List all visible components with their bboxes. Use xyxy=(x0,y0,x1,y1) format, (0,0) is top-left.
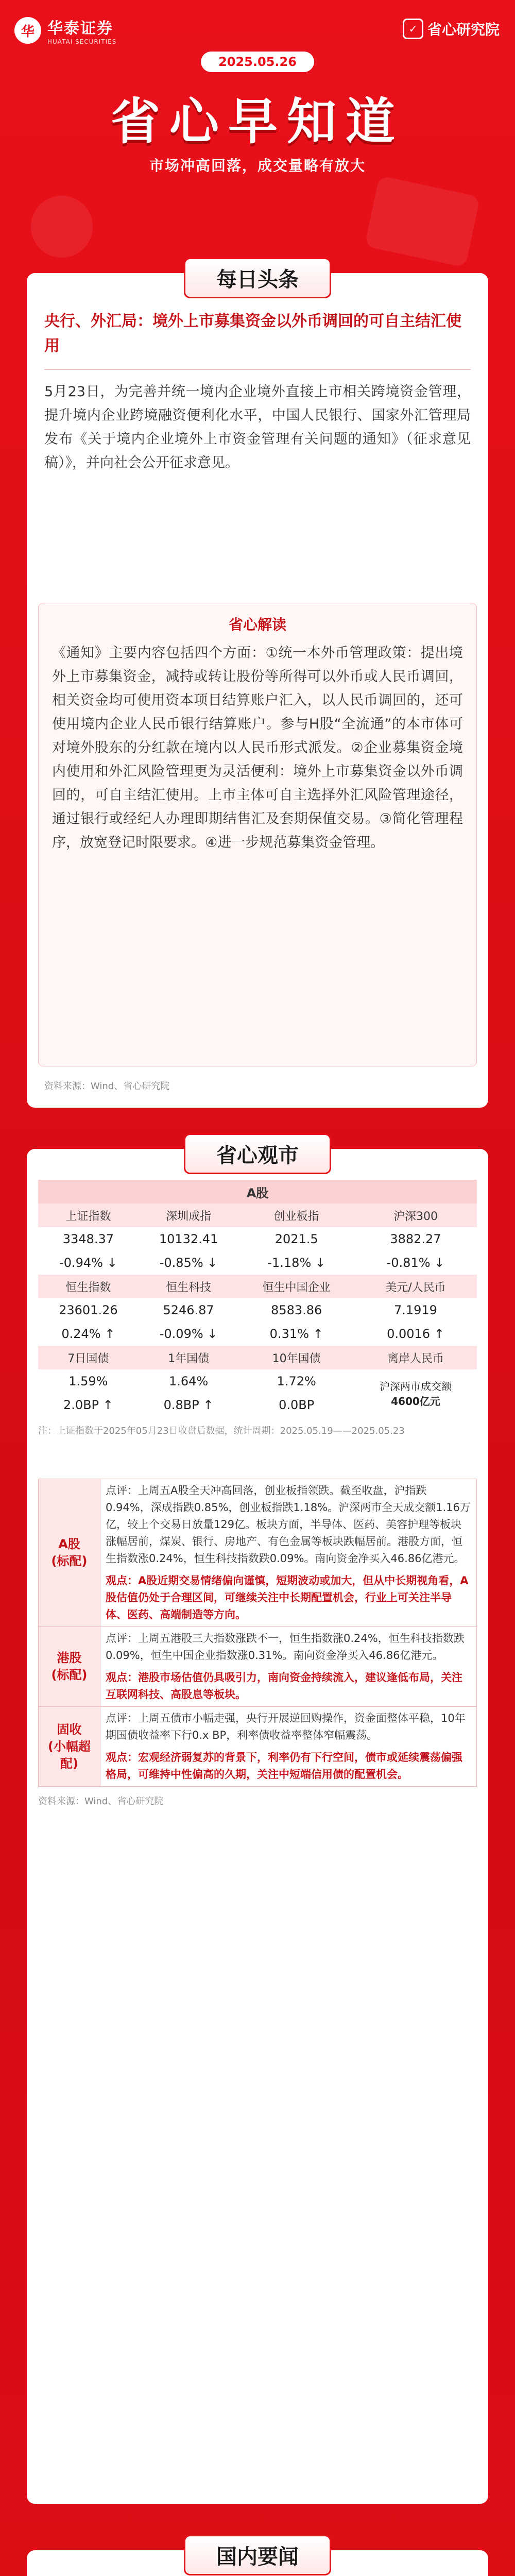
market-value: 1.59% xyxy=(68,1374,108,1388)
market-change: 0.0016 ↑ xyxy=(387,1327,444,1341)
market-header: 上证指数 xyxy=(38,1204,139,1227)
headline-body: 5月23日，为完善并统一境内企业境外直接上市相关跨境资金管理，提升境内企业跨境融资便利化水平，中国人民银行、国家外汇管理局发布《关于境内企业境外上市资金管理有关问题的通知》（征求意见稿）》，并向社会公开征求意见。 xyxy=(44,384,471,471)
institute-logo-icon: ✓ xyxy=(403,19,423,39)
market-change: -0.85% ↓ xyxy=(159,1256,218,1270)
turnover-value: 4600亿元 xyxy=(391,1395,440,1408)
arrow-down-icon: ↓ xyxy=(315,1256,325,1270)
market-header: 美元/人民币 xyxy=(354,1275,477,1298)
market-change: 0.0BP xyxy=(279,1398,315,1412)
huatai-logo-icon: 华 xyxy=(14,17,41,44)
market-header: 沪深300 xyxy=(354,1204,477,1227)
sector-label-a: A股 (标配) xyxy=(39,1479,100,1627)
arrow-up-icon: ↑ xyxy=(105,1327,115,1341)
arrow-up-icon: ↑ xyxy=(313,1327,323,1341)
date-badge: 2025.05.26 xyxy=(201,52,314,72)
sector-cell xyxy=(100,1627,477,1707)
page-subtitle: 市场冲高回落，成交量略有放大 xyxy=(149,157,366,174)
market-change: -0.94% ↓ xyxy=(59,1256,117,1270)
market-group-a: A股 xyxy=(38,1180,477,1204)
brand-en: HUATAI SECURITIES xyxy=(47,38,117,45)
market-change: 0.8BP ↑ xyxy=(163,1398,214,1412)
market-change: -1.18% ↓ xyxy=(267,1256,325,1270)
analysis-label: 省心解读 xyxy=(228,616,286,633)
divider xyxy=(44,369,471,370)
sector-label-bond: 固收 (小幅超配) xyxy=(39,1707,100,1787)
market-header: 深圳成指 xyxy=(139,1204,239,1227)
turnover-cell xyxy=(354,1369,477,1417)
sector-source: 资料来源：Wind、省心研究院 xyxy=(38,1796,164,1807)
market-value: 3882.27 xyxy=(390,1232,441,1246)
market-header: 创业板指 xyxy=(238,1204,354,1227)
market-change: 2.0BP ↑ xyxy=(63,1398,113,1412)
sector-view: 观点：A股近期交易情绪偏向谨慎，短期波动或加大，但从中长期视角看，A股估值仍处于合理区间，可继续关注中长期配置机会，行业上可关注半导体、医药、高端制造等方向。 xyxy=(106,1574,469,1621)
section-title-headline: 每日头条 xyxy=(184,258,331,298)
market-card xyxy=(27,1144,488,2504)
turnover-label: 沪深两市成交额 xyxy=(379,1380,452,1393)
analysis-box xyxy=(38,603,477,1066)
analysis-body: 《通知》主要内容包括四个方面：①统一本外币管理政策：提出境外上市募集资金，减持或转让股份等所得可以外币或人民币调回，相关资金均可使用资本项目结算账户汇入，以人民币调回的，还可使用境内企业人民币银行结算账户。参与H股“全流通”的本市体可对境外股东的分红款在境内以人民币形式派发。②企业募集资金境内使用和外汇风险管理更为灵活便利：境外上市募集资金以外币调回的，可自主结汇使用。上市主体可自主选择外汇风险管理途径，通过银行或经纪人办理即期结售汇及套期保值交易。③简化管理程序，放宽登记时限要求。④进一步规范募集资金管理。 xyxy=(52,645,463,851)
market-value: 2021.5 xyxy=(274,1232,318,1246)
market-value: 1.72% xyxy=(277,1374,316,1388)
institute-logo[interactable] xyxy=(403,19,500,39)
headline-card xyxy=(27,268,488,1108)
section-title-domestic: 国内要闻 xyxy=(184,2535,331,2575)
market-value: 3348.37 xyxy=(62,1232,114,1246)
market-header: 恒生科技 xyxy=(139,1275,239,1298)
arrow-down-icon: ↓ xyxy=(207,1256,218,1270)
market-value: 1.64% xyxy=(168,1374,209,1388)
headline-source: 资料来源：Wind、省心研究院 xyxy=(44,1081,170,1092)
market-change: 0.31% ↑ xyxy=(269,1327,323,1341)
sector-view: 观点：港股市场估值仍具吸引力，南向资金持续流入，建议逢低布局，关注互联网科技、高股息等板块。 xyxy=(106,1671,462,1701)
sector-cell xyxy=(100,1479,477,1627)
market-header: 恒生指数 xyxy=(38,1275,139,1298)
brand-logo[interactable] xyxy=(14,15,116,45)
brand-name: 华泰证券 xyxy=(47,20,113,38)
arrow-up-icon: ↑ xyxy=(434,1327,444,1341)
domestic-card xyxy=(27,2545,488,2576)
sector-cell xyxy=(100,1707,477,1787)
market-header: 离岸人民币 xyxy=(354,1346,477,1369)
institute-name: 省心研究院 xyxy=(427,21,500,38)
page-title: 省心早知道 xyxy=(111,93,404,150)
sector-comment: 点评：上周五债市小幅走强，央行开展逆回购操作，资金面整体平稳，10年期国债收益率下行0.x BP，利率债收益率整体窄幅震荡。 xyxy=(106,1712,466,1741)
market-change: 0.24% ↑ xyxy=(61,1327,115,1341)
market-change: -0.09% ↓ xyxy=(159,1327,218,1341)
header xyxy=(0,0,515,265)
sector-view: 观点：宏观经济弱复苏的背景下，利率仍有下行空间，债市或延续震荡偏强格局，可维持中性偏高的久期，关注中短端信用债的配置机会。 xyxy=(106,1751,462,1781)
market-header: 恒生中国企业 xyxy=(238,1275,354,1298)
market-note: 注：上证指数于2025年05月23日收盘后数据，统计周期：2025.05.19——2025.05.23 xyxy=(38,1426,405,1436)
arrow-up-icon: ↑ xyxy=(203,1398,214,1412)
arrow-down-icon: ↓ xyxy=(434,1256,445,1270)
market-value: 7.1919 xyxy=(393,1303,437,1317)
headline-title: 央行、外汇局：境外上市募集资金以外币调回的可自主结汇使用 xyxy=(44,312,461,355)
market-header: 1年国债 xyxy=(139,1346,239,1369)
decor-card xyxy=(365,176,480,268)
arrow-down-icon: ↓ xyxy=(107,1256,117,1270)
decor-circle xyxy=(31,196,93,258)
market-value: 5246.87 xyxy=(163,1303,214,1317)
market-value: 23601.26 xyxy=(59,1303,118,1317)
arrow-down-icon: ↓ xyxy=(207,1327,218,1341)
section-title-market: 省心观市 xyxy=(184,1133,331,1174)
sector-comment: 点评：上周五港股三大指数涨跌不一，恒生指数涨0.24%，恒生科技指数跌0.09%，恒生中国企业指数涨0.31%。南向资金净买入46.86亿港元。 xyxy=(106,1632,465,1662)
market-value: 8583.86 xyxy=(271,1303,322,1317)
sector-comment: 点评：上周五A股全天冲高回落，创业板指领跌。截至收盘，沪指跌0.94%，深成指跌0.85%，创业板指跌1.18%。沪深两市全天成交额1.16万亿，较上个交易日放量129亿。板块方面，半导体、医药、美容护理等板块涨幅居前，煤炭、银行、房地产、有色金属等板块跌幅居前。港股方面，恒生指数涨0.24%，恒生科技指数跌0.09%。南向资金净买入46.86亿港元。 xyxy=(106,1484,471,1565)
sector-table xyxy=(38,1479,477,1787)
market-table xyxy=(38,1180,477,1417)
market-value: 10132.41 xyxy=(159,1232,218,1246)
arrow-up-icon: ↑ xyxy=(102,1398,113,1412)
sector-label-hk: 港股 (标配) xyxy=(39,1627,100,1707)
market-change: -0.81% ↓ xyxy=(386,1256,445,1270)
market-header: 10年国债 xyxy=(238,1346,354,1369)
market-header: 7日国债 xyxy=(38,1346,139,1369)
